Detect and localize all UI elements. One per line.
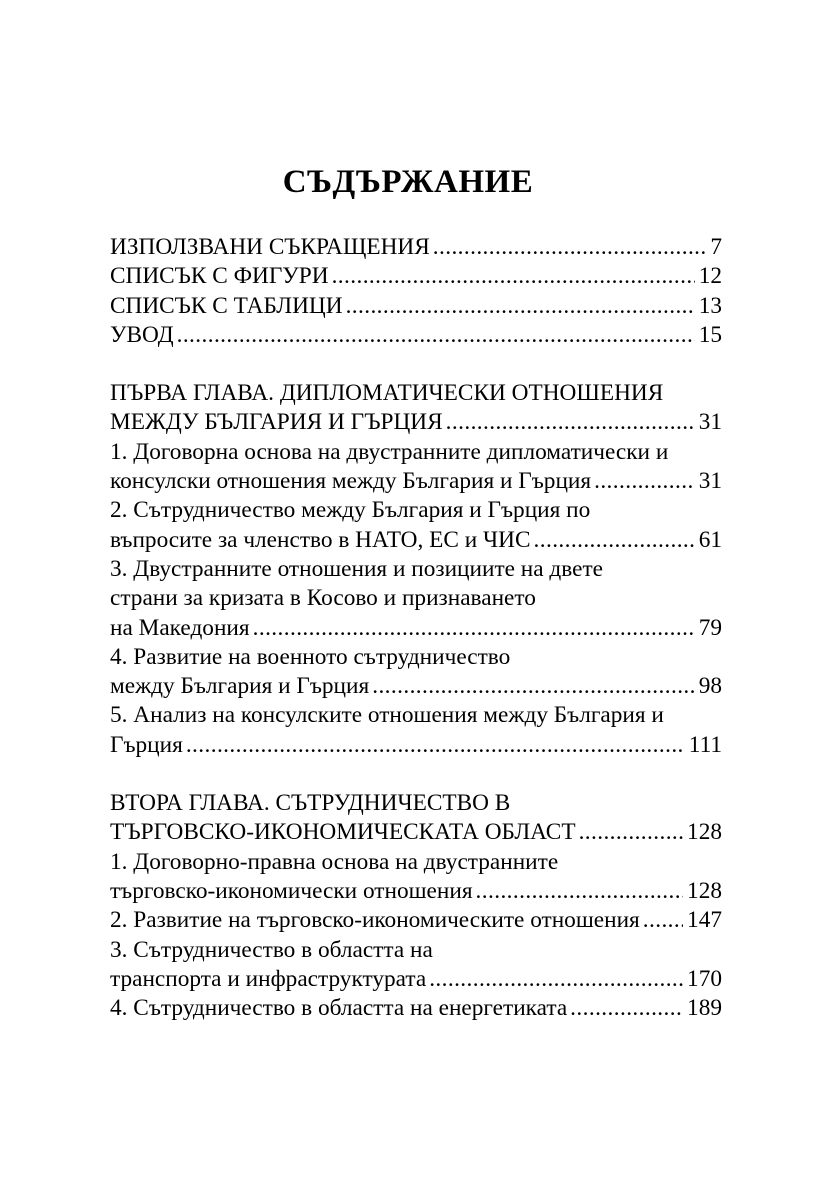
subentry-text: 2. Сътрудничество между България и Гърция по — [110, 497, 591, 524]
toc-page-number: 31 — [698, 409, 722, 436]
toc-subentry[interactable] — [110, 936, 722, 995]
chapter-heading-line[interactable] — [110, 408, 722, 437]
toc-page-number: 128 — [687, 877, 722, 904]
dot-leader — [579, 818, 683, 847]
chapter-heading-line[interactable] — [110, 789, 722, 818]
chapter-heading-line[interactable] — [110, 379, 722, 408]
toc-page-number: 98 — [698, 673, 722, 700]
chapter-heading-line[interactable] — [110, 818, 722, 847]
chapter-1 — [110, 379, 722, 760]
subentry-text: Гърция — [110, 731, 183, 758]
subentry-text: 1. Договорна основа на двустранните дипломатически и — [110, 438, 669, 465]
toc-page-number: 61 — [698, 526, 722, 553]
subentry-text: въпросите за членство в НАТО, ЕС и ЧИС — [110, 526, 531, 553]
toc-subentry[interactable] — [110, 906, 722, 935]
toc-page-number: 147 — [687, 907, 722, 934]
page-title: СЪДЪРЖАНИЕ — [282, 164, 534, 200]
chapter-title: ВТОРА ГЛАВА. СЪТРУДНИЧЕСТВО В — [110, 790, 511, 817]
subentry-text: 2. Развитие на търговско-икономическите отношения — [110, 907, 640, 934]
toc-entry-abbreviations[interactable] — [110, 233, 722, 262]
subentry-text: страни за кризата в Косово и признаването — [110, 585, 536, 612]
dot-leader — [433, 233, 707, 262]
subentry-text: между България и Гърция — [110, 673, 370, 700]
toc-page-number: 189 — [687, 995, 722, 1022]
toc-page-number: 15 — [698, 321, 722, 348]
toc-page-number: 13 — [698, 292, 722, 319]
dot-leader — [643, 906, 683, 935]
toc-subentry[interactable] — [110, 555, 722, 643]
chapter-title: ПЪРВА ГЛАВА. ДИПЛОМАТИЧЕСКИ ОТНОШЕНИЯ — [110, 380, 664, 407]
toc-subentry[interactable] — [110, 848, 722, 907]
subentry-text: консулски отношения между България и Гърция — [110, 468, 592, 495]
subentry-text: транспорта и инфраструктурата — [110, 965, 427, 992]
dot-leader — [446, 408, 695, 437]
toc-entry-title: СПИСЪК С ФИГУРИ — [110, 263, 329, 290]
subentry-text: 4. Сътрудничество в областта на енергетиката — [110, 995, 568, 1022]
toc-page-number: 170 — [687, 965, 722, 992]
dot-leader — [346, 292, 695, 321]
dot-leader — [534, 526, 695, 555]
subentry-text: търговско-икономически отношения — [110, 877, 473, 904]
toc-subentry[interactable] — [110, 643, 722, 702]
toc-entry-title: УВОД — [110, 321, 174, 348]
dot-leader — [372, 672, 694, 701]
toc-subentry[interactable] — [110, 994, 722, 1023]
dot-leader — [186, 731, 685, 760]
toc-subentry[interactable] — [110, 438, 722, 497]
toc-page-number: 128 — [687, 819, 722, 846]
chapter-title: ТЪРГОВСКО-ИКОНОМИЧЕСКАТА ОБЛАСТ — [110, 819, 576, 846]
subentry-text: 3. Двустранните отношения и позициите на двете — [110, 555, 604, 582]
subentry-text: 1. Договорно-правна основа на двустранните — [110, 848, 559, 875]
dot-leader — [476, 877, 684, 906]
toc-subentry[interactable] — [110, 701, 722, 760]
chapter-title: МЕЖДУ БЪЛГАРИЯ И ГЪРЦИЯ — [110, 409, 443, 436]
dot-leader — [177, 321, 695, 350]
table-of-contents — [110, 233, 722, 1023]
toc-page-number: 7 — [710, 234, 722, 260]
toc-entry-figures[interactable] — [110, 262, 722, 291]
toc-page-number: 79 — [698, 614, 722, 641]
toc-page-number: 12 — [698, 263, 722, 290]
toc-entry-tables[interactable] — [110, 292, 722, 321]
toc-entry-title: СПИСЪК С ТАБЛИЦИ — [110, 292, 343, 319]
dot-leader — [594, 467, 695, 496]
dot-leader — [429, 965, 683, 994]
subentry-text: 5. Анализ на консулските отношения между България и — [110, 702, 664, 729]
subentry-text: на Македония — [110, 614, 250, 641]
toc-entry-introduction[interactable] — [110, 321, 722, 350]
dot-leader — [253, 614, 695, 643]
subentry-text: 4. Развитие на военното сътрудничество — [110, 643, 511, 670]
toc-entry-title: ИЗПОЛЗВАНИ СЪКРАЩЕНИЯ — [110, 234, 430, 260]
toc-subentry[interactable] — [110, 496, 722, 555]
dot-leader — [570, 994, 683, 1023]
toc-page-number: 111 — [688, 731, 722, 758]
chapter-2 — [110, 789, 722, 1023]
subentry-text: 3. Сътрудничество в областта на — [110, 936, 433, 963]
dot-leader — [332, 262, 695, 291]
toc-page-number: 31 — [698, 468, 722, 495]
